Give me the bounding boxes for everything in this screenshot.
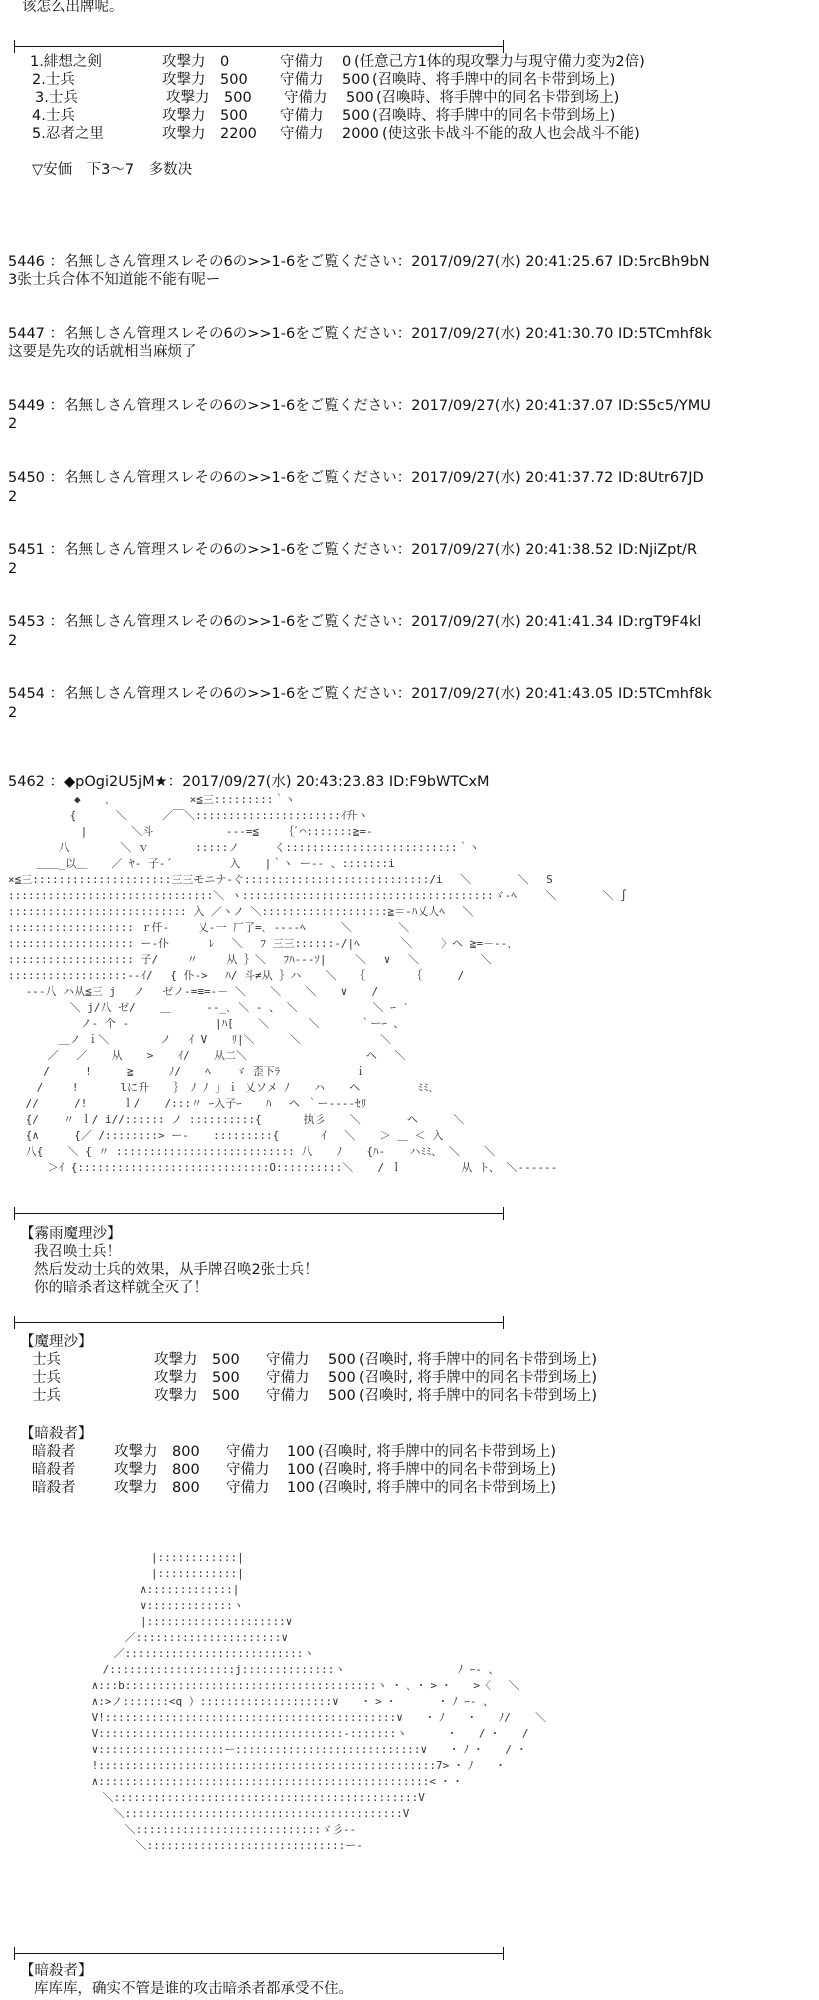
def-value: 500 xyxy=(346,90,374,106)
def-label: 守備力 xyxy=(266,1352,310,1368)
post-header: 5447 ：名無しさん管理スレその6の>>1-6をご覧ください：2017/09/27(水) 20:41:30.70 ID:5TCmhf8k xyxy=(8,326,712,342)
speaker-name: 【霧雨魔理沙】 xyxy=(20,1226,122,1242)
ascii-art-line: ∧::::::::::::::::::::::::::::::::::::::::::::::::::< ･ ･ xyxy=(30,1775,461,1788)
dialogue-line: 然后发动士兵的效果，从手牌召唤2张士兵！ xyxy=(34,1262,319,1278)
ascii-art-line: ＼::::::::::::::::::::::::::::ゞ彡‐‐ xyxy=(30,1823,357,1836)
def-label: 守備力 xyxy=(266,1388,310,1404)
ascii-art-line: ／::::::::::::::::::::::∨ xyxy=(30,1631,288,1644)
atk-label: 攻撃力 xyxy=(154,1370,198,1386)
ascii-art-line: ◆ ､ ×≦三:::::::::｀ヽ xyxy=(8,793,296,806)
field-row xyxy=(32,1351,732,1369)
def-value: 500 xyxy=(342,72,370,88)
card-row xyxy=(30,125,810,143)
def-value: 500 xyxy=(342,108,370,124)
ascii-art-line: ∧:>ノ:::::::<q ）::::::::::::::::::::∨ ･ > ･ ･ ﾉ ｰ‐ 、 xyxy=(30,1695,495,1708)
ascii-art-line: { ＼ ／￣＼::::::::::::::::::::::ｲ升ヽ xyxy=(8,809,369,822)
field-row xyxy=(32,1461,732,1479)
ascii-art-line: ∧:::::::::::::| xyxy=(30,1583,240,1596)
card-name: 暗殺者 xyxy=(32,1480,76,1496)
def-value: 100 xyxy=(287,1444,315,1460)
atk-label: 攻撃力 xyxy=(114,1444,158,1460)
card-name: 士兵 xyxy=(32,1388,61,1404)
ascii-art-line: 八 ＼ ｖ :::::ノ く::::::::::::::::::::::::::｀ヽ xyxy=(8,841,480,854)
post-body: 2 xyxy=(8,705,18,721)
op-post-header: 5462 ：◆pOgi2U5jM★：2017/09/27(水) 20:43:23.83 ID:F9bWTCxM xyxy=(8,774,490,790)
card-effect: (召喚时, 将手牌中的同名卡带到场上) xyxy=(359,1370,598,1386)
ascii-art-line: ×≦三:::::::::::::::::::::三三モニナ‐ぐ::::::::::::::::::::::::::::/i ＼ ＼ S xyxy=(8,873,553,886)
ascii-art-line: |::::::::::::| xyxy=(30,1567,244,1580)
def-label: 守備力 xyxy=(226,1462,270,1478)
ascii-art-line: {∧ {／ /::::::::> ー‐ :::::::::{ ｲ ＼ ＞ ＿ ＜ 入 xyxy=(8,1129,444,1142)
card-name: 暗殺者 xyxy=(32,1462,76,1478)
def-label: 守備力 xyxy=(226,1444,270,1460)
ascii-art-line: ::::::::::::::::::‐-ｲ/ { 仆-> ﾊ/ 斗≠从 ｝ハ ＼ ｛ ｛ / xyxy=(8,969,465,982)
def-label: 守備力 xyxy=(280,108,324,124)
atk-label: 攻撃力 xyxy=(114,1462,158,1478)
card-effect: (召喚時、将手牌中的同名卡带到场上) xyxy=(372,108,616,124)
atk-label: 攻撃力 xyxy=(166,90,210,106)
field-title: 【魔理沙】 xyxy=(20,1334,93,1350)
ascii-art-line: ＼::::::::::::::::::::::::::::::::::::::::::V xyxy=(30,1807,410,1820)
ascii-art-marisa xyxy=(8,792,627,1212)
card-name: 士兵 xyxy=(32,1352,61,1368)
post-header: 5446 ：名無しさん管理スレその6の>>1-6をご覧ください：2017/09/27(水) 20:41:25.67 ID:5rcBh9bN xyxy=(8,254,710,270)
atk-value: 0 xyxy=(220,54,230,70)
card-effect: (召喚时, 将手牌中的同名卡带到场上) xyxy=(359,1388,598,1404)
divider xyxy=(14,1213,504,1214)
ascii-art-line: ::::::::::::::::::: ー-仆 ﾚ ＼ ﾌ 三三::::::‐/|ﾍ ＼ 〉ヘ ≧=－--､ xyxy=(8,937,513,950)
ascii-art-line: ノ‐ 个 ‐ |ﾊ[ ＼ ＼ ｀ーｰ 、 xyxy=(8,1017,405,1030)
field-row xyxy=(32,1479,732,1497)
atk-value: 800 xyxy=(172,1480,200,1496)
ascii-art-line: V!::::::::::::::::::::::::::::::::::::::::::::∨ ･ ﾉ ･ ﾉ/ ＼ xyxy=(30,1711,547,1724)
divider xyxy=(14,1322,504,1323)
ascii-art-line: | ＼斗 ‐‐-=≦ ｛ﾞ⌒:::::::≧=- xyxy=(8,825,373,838)
atk-label: 攻撃力 xyxy=(114,1480,158,1496)
ascii-art-line: ＿＿_以＿ ／ ﾔ‐ 子‐´ 入 |｀ヽ ー-- 、:::::::i xyxy=(8,857,395,870)
def-value: 100 xyxy=(287,1462,315,1478)
def-label: 守備力 xyxy=(226,1480,270,1496)
card-name: 5.忍者之里 xyxy=(32,126,104,142)
card-name: 士兵 xyxy=(32,1370,61,1386)
def-value: 100 xyxy=(287,1480,315,1496)
atk-value: 2200 xyxy=(220,126,257,142)
post-body: 这要是先攻的话就相当麻烦了 xyxy=(8,344,197,360)
atk-label: 攻撃力 xyxy=(162,126,206,142)
ascii-art-line: ∨:::::::::::::ヽ xyxy=(30,1599,244,1612)
atk-label: 攻撃力 xyxy=(162,54,206,70)
ascii-art-line: / ! lに升 ｝ ﾉ ﾉ ｣ ｉ 乂ソメ ﾉ ハ ヘ ﾐﾐ､ xyxy=(8,1081,434,1094)
post-header: 5450 ：名無しさん管理スレその6の>>1-6をご覧ください：2017/09/27(水) 20:41:37.72 ID:8Utr67JD xyxy=(8,470,704,486)
dialogue-line: 库库库，确实不管是谁的攻击暗杀者都承受不住。 xyxy=(34,1981,353,1997)
card-effect: (召喚时, 将手牌中的同名卡带到场上) xyxy=(359,1352,598,1368)
card-effect: (任意己方1体的現攻撃力与現守備力変为2倍) xyxy=(354,54,645,70)
post-body: 2 xyxy=(8,489,18,505)
ascii-art-line: 八{ ＼ { 〃 ::::::::::::::::::::::::::: 八 ﾉ {ﾊ‐ ハﾐﾐ、 ＼ ＼ xyxy=(8,1145,496,1158)
card-effect: (使这张卡战斗不能的敌人也会战斗不能) xyxy=(382,126,640,142)
ascii-art-line: ＞ｲ {:::::::::::::::::::::::::::::O::::::::::＼ / ｌ 从 ト、 ＼-‐‐‐‐‐ xyxy=(8,1161,558,1174)
def-label: 守備力 xyxy=(280,126,324,142)
card-name: 暗殺者 xyxy=(32,1444,76,1460)
atk-value: 500 xyxy=(212,1352,240,1368)
divider xyxy=(14,1953,504,1954)
def-label: 守備力 xyxy=(280,72,324,88)
def-label: 守備力 xyxy=(284,90,328,106)
field-row xyxy=(32,1387,732,1405)
field-row xyxy=(32,1369,732,1387)
def-value: 500 xyxy=(328,1352,356,1368)
field-row xyxy=(32,1443,732,1461)
atk-label: 攻撃力 xyxy=(162,72,206,88)
def-label: 守備力 xyxy=(266,1370,310,1386)
post-header: 5454 ：名無しさん管理スレその6の>>1-6をご覧ください：2017/09/27(水) 20:41:43.05 ID:5TCmhf8k xyxy=(8,686,712,702)
card-row xyxy=(30,71,810,89)
atk-value: 800 xyxy=(172,1462,200,1478)
card-name: 1.緋想之剣 xyxy=(30,54,102,70)
ascii-art-line: /:::::::::::::::::::j::::::::::::::ヽ ﾉ ｰ‐ 、 xyxy=(30,1663,500,1676)
ascii-art-line: ＼::::::::::::::::::::::::::::::::::::::::::::::V xyxy=(30,1791,425,1804)
dialogue-line: 我召唤士兵！ xyxy=(34,1244,121,1260)
ascii-art-line: ＼ j/八 ゼ/ ＿ ‐‐_､ ＼ ‐ 、 ＼ ＼ ｰ ′ xyxy=(8,1001,409,1014)
card-effect: (召喚时, 将手牌中的同名卡带到场上) xyxy=(318,1444,557,1460)
ascii-art-line: / ! ≧ ﾉ/ ﾍ ゞ 歪下ﾗ ｉ xyxy=(8,1065,366,1078)
post-body: 2 xyxy=(8,416,18,432)
card-effect: (召喚时, 将手牌中的同名卡带到场上) xyxy=(318,1480,557,1496)
def-value: 2000 xyxy=(342,126,379,142)
ascii-art-line: :::::::::::::::::::::::::::::::＼ ヽ::::::::::::::::::::::::::::::::::::::ゞ-ﾍ ＼ ＼ ∫ xyxy=(8,889,627,902)
ascii-art-line: ／:::::::::::::::::::::::::::ヽ xyxy=(30,1647,315,1660)
atk-value: 500 xyxy=(212,1370,240,1386)
ascii-art-line: ／ ／ 从 > ｲ/ 从二＼ ヘ ＼ xyxy=(8,1049,406,1062)
atk-value: 800 xyxy=(172,1444,200,1460)
ascii-art-line: ＿ノ ｉ＼ ノ ｲ V ﾘ|＼ ＼ ＼ xyxy=(8,1033,392,1046)
card-effect: (召喚時、将手牌中的同名卡带到场上) xyxy=(372,72,616,88)
atk-label: 攻撃力 xyxy=(162,108,206,124)
card-effect: (召喚时, 将手牌中的同名卡带到场上) xyxy=(318,1462,557,1478)
card-name: 3.士兵 xyxy=(35,90,78,106)
post-header: 5449 ：名無しさん管理スレその6の>>1-6をご覧ください：2017/09/27(水) 20:41:37.07 ID:S5c5/YMU xyxy=(8,398,711,414)
post-body: 2 xyxy=(8,633,18,649)
ascii-art-line: // /! ｌ/ /:::〃 ｰ入子ｰ ﾊ ヘ ｀ー----ｾﾘ xyxy=(8,1097,367,1110)
atk-label: 攻撃力 xyxy=(154,1352,198,1368)
post-body: 3张士兵合体不知道能不能有呢ー xyxy=(8,272,221,288)
card-name: 4.士兵 xyxy=(32,108,75,124)
divider xyxy=(14,46,504,47)
atk-label: 攻撃力 xyxy=(154,1388,198,1404)
def-value: 0 xyxy=(342,54,352,70)
dialogue-line: 你的暗杀者这样就全灭了！ xyxy=(34,1280,208,1296)
ascii-art-line: ＼::::::::::::::::::::::::::::::ー‐ xyxy=(30,1839,363,1852)
ascii-art-line: V:::::::::::::::::::::::::::::::::::::‐:::::::ヽ ･ / ･ / xyxy=(30,1727,529,1740)
speaker-name: 【暗殺者】 xyxy=(20,1963,93,1979)
narration-line: 该怎么出牌呢。 xyxy=(22,0,124,15)
def-label: 守備力 xyxy=(280,54,324,70)
ascii-art-line: ∧:::b::::::::::::::::::::::::::::::::::::::ヽ ･ ､ ･ > ･ >〈 ＼ xyxy=(30,1679,520,1692)
atk-value: 500 xyxy=(220,72,248,88)
ascii-art-assassin xyxy=(30,1550,547,1940)
atk-value: 500 xyxy=(220,108,248,124)
ascii-art-line: ::::::::::::::::::: ｒ仟‐ 乂‐一 厂了=､ ‐‐-‐ﾍ ＼ ＼ xyxy=(8,921,410,934)
card-row xyxy=(30,107,810,125)
atk-value: 500 xyxy=(212,1388,240,1404)
atk-value: 500 xyxy=(224,90,252,106)
card-row xyxy=(30,53,810,71)
vote-instruction: ▽安価 下3～7 多数决 xyxy=(32,162,193,178)
post-body: 2 xyxy=(8,561,18,577)
def-value: 500 xyxy=(328,1388,356,1404)
ascii-art-line: |:::::::::::::::::::::∨ xyxy=(30,1615,293,1628)
ascii-art-line: !:::::::::::::::::::::::::::::::::::::::::::::::::::7> ･ ﾉ ･ xyxy=(30,1759,504,1772)
card-row xyxy=(30,89,810,107)
post-header: 5453 ：名無しさん管理スレその6の>>1-6をご覧ください：2017/09/27(水) 20:41:41.34 ID:rgT9F4kl xyxy=(8,614,702,630)
ascii-art-line: ‐-‐八 ハ从≦三 j ノ ゼノ‐=≡=‐－ ＼ ＼ ＼ ∨ / xyxy=(8,985,379,998)
ascii-art-line: ::::::::::::::::::: 子/ 〃 从 ｝＼ ﾌﾊ‐‐‐ｿ| ＼ ∨ ＼ ＼ xyxy=(8,953,492,966)
post-header: 5451 ：名無しさん管理スレその6の>>1-6をご覧ください：2017/09/27(水) 20:41:38.52 ID:NjiZpt/R xyxy=(8,542,698,558)
def-value: 500 xyxy=(328,1370,356,1386)
field-title: 【暗殺者】 xyxy=(20,1426,93,1442)
ascii-art-line: |::::::::::::| xyxy=(30,1551,244,1564)
ascii-art-line: ∨:::::::::::::::::::ー::::::::::::::::::::::::::::∨ ･ ﾉ ･ / ･ xyxy=(30,1743,525,1756)
ascii-art-line: {/ 〃 ｌ/ i//:::::: ノ ::::::::::{ 执彡 ＼ ヘ ＼ xyxy=(8,1113,465,1126)
card-effect: (召喚時、将手牌中的同名卡带到场上) xyxy=(376,90,620,106)
card-name: 2.士兵 xyxy=(32,72,75,88)
ascii-art-line: ::::::::::::::::::::::::::: 入 ／ヽノ ＼:::::::::::::::::::≧＝-ﾊ乂人ﾍ ＼ xyxy=(8,905,474,918)
